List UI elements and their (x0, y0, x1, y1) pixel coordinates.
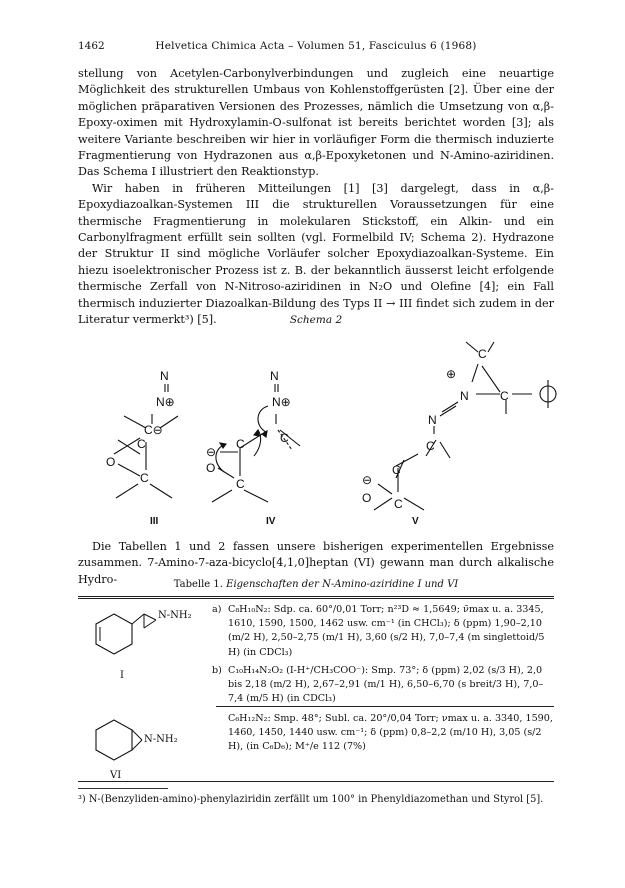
atom-N-V: N (428, 413, 437, 427)
paragraph-2: Wir haben in früheren Mitteilungen [1] [3] dargelegt, dass in α,β-Epoxydiazoalkan-Systemen III die strukturellen Voraussetzungen für eine thermische Fragmentierung in molekularen Stickstoff, ein Alkin- und ein Carbonylfragment erfüllt sein sollten (vgl. Formelbild IV; Schema 2). Hydrazone der Struktur II sind mögliche Vorläufer solcher Epoxydiazoalkan-Systeme. Ein hiezu isoelektronischer Prozess ist z. B. der bekanntlich äusserst leicht erfolgende thermische Zerfall von N-Nitroso-aziridinen in N₂O und Olefine [4]; ein Fall thermisch induzierter Diazoalkan-Bildung des Typs II → III findet sich zudem in der Literatur vermerkt³) [5]. (78, 181, 554, 327)
page-number: 1462 (78, 40, 105, 52)
scheme-title: Schema 2 (289, 314, 343, 326)
paragraph-3: Die Tabellen 1 und 2 fassen unsere bisherigen experimentellen Ergebnisse zusammen. 7-Amino-7-aza-bicyclo[4,1,0]heptan (VI) gewann man durch alkalische Hydro- (78, 540, 554, 586)
atom-O-IV: O (206, 461, 216, 475)
table-rule-top (78, 596, 554, 597)
structure-VI-label: N-NH₂ (144, 734, 178, 745)
atom-C2-IV: C (236, 437, 245, 451)
label-V: V (412, 516, 419, 527)
paragraph-1: stellung von Acetylen-Carbonylverbindungen und zugleich eine neuartige Möglichkeit des strukturellen Umbaus von Kohlenstoffgerüsten [2]. Über eine der möglichen präparativen Versionen des Prozesses, nämlich die Umsetzung von α,β-Epoxy-oximen mit Hydroxylamin-O-sulfonat ist bereits berichtet worden [3]; als weitere Variante beschreiben wir hier in vorläufiger Form die thermisch induzierte Fragmentierung von Hydrazonen aus α,β-Epoxyketonen und N-Amino-aziridinen. Das Schema I illustriert den Reaktionstyp. (78, 67, 554, 179)
label-IV: IV (266, 516, 276, 527)
atom-C-minus: C⊖ (144, 423, 163, 437)
entry-b-marker: b) (212, 665, 222, 676)
atom-C3-IV: C (236, 477, 245, 491)
label-III: III (150, 516, 159, 527)
atom-C-lower: C (140, 471, 149, 485)
structure-VI (78, 710, 188, 780)
atom-C: C (137, 437, 146, 451)
table-rule-bottom (78, 781, 554, 782)
table-rule-mid (216, 706, 554, 707)
page-header (78, 40, 554, 56)
atom-O: O (106, 455, 116, 469)
running-title: Helvetica Chimica Acta – Volumen 51, Fasciculus 6 (1968) (155, 40, 477, 52)
atom-N-plus-V: N (460, 389, 469, 403)
atom-C-top-V: C (478, 347, 487, 361)
charge-minus-IV: ⊖ (206, 445, 217, 459)
atom-C3-V: C (394, 497, 403, 511)
scheme-2-diagram (0, 330, 625, 530)
atom-C2-V: C (392, 463, 401, 477)
atom-N-plus-IV: N⊕ (272, 395, 291, 409)
footnote-rule (78, 788, 168, 789)
structure-I-label: N-NH₂ (158, 610, 192, 621)
entry-b-text: C₁₀H₁₄N₂O₂ (I-H⁺/CH₃COO⁻): Smp. 73°; δ (ppm) 2,02 (s/3 H), 2,0 bis 2,18 (m/2 H), 2,67–2,91 (m/1 H), 6,50–6,70 (s breit/3 H), 7,0–7,4 (m/5 H) (in CDCl₃) (228, 665, 544, 705)
compound-label-VI: VI (110, 770, 122, 781)
atom-C-ring-V: C (500, 389, 509, 403)
table-caption-prefix: Tabelle 1. (173, 579, 223, 590)
atom-N-plus: N⊕ (156, 395, 175, 409)
table-caption (78, 579, 554, 590)
charge-plus-V: ⊕ (446, 367, 457, 381)
entry-a-marker: a) (212, 604, 222, 615)
atom-N-top: N (160, 369, 169, 383)
table-rule-top-2 (78, 598, 554, 599)
table-caption-title: Eigenschaften der N-Amino-aziridine I und VI (226, 579, 459, 590)
footnote: ³) N-(Benzyliden-amino)-phenylaziridin zerfällt um 100° in Phenyldiazomethan und Styrol [5]. (78, 794, 544, 805)
atom-C-V: C (426, 439, 435, 453)
atom-C-IV: C (280, 431, 289, 445)
atom-N-top-IV: N (270, 369, 279, 383)
entry-a-text: C₈H₁₀N₂: Sdp. ca. 60°/0,01 Torr; n²³D ≈ 1,5649; ν̃max u. a. 3345, 1610, 1590, 1500, 1462 usw. cm⁻¹ (in CHCl₃); δ (ppm) 1,90–2,10 (m/2 H), 2,50–2,75 (m/1 H), 3,60 (s/2 H), 7,0–7,4 (m singlettoid/5 H) (in CDCl₃) (228, 604, 545, 658)
compound-label-I: I (120, 670, 124, 681)
atom-O-V: O (362, 491, 372, 505)
charge-minus-V: ⊖ (362, 473, 373, 487)
structure-V (374, 342, 556, 510)
entry-VI-text: C₆H₁₂N₂: Smp. 48°; Subl. ca. 20°/0,04 Torr; νmax u. a. 3340, 1590, 1460, 1450, 1440 usw. cm⁻¹; δ (ppm) 0,8–2,2 (m/10 H), 3,05 (s/2 H), (in C₆D₆); M⁺/e 112 (7%) (228, 713, 553, 753)
text-block-top (78, 66, 554, 329)
